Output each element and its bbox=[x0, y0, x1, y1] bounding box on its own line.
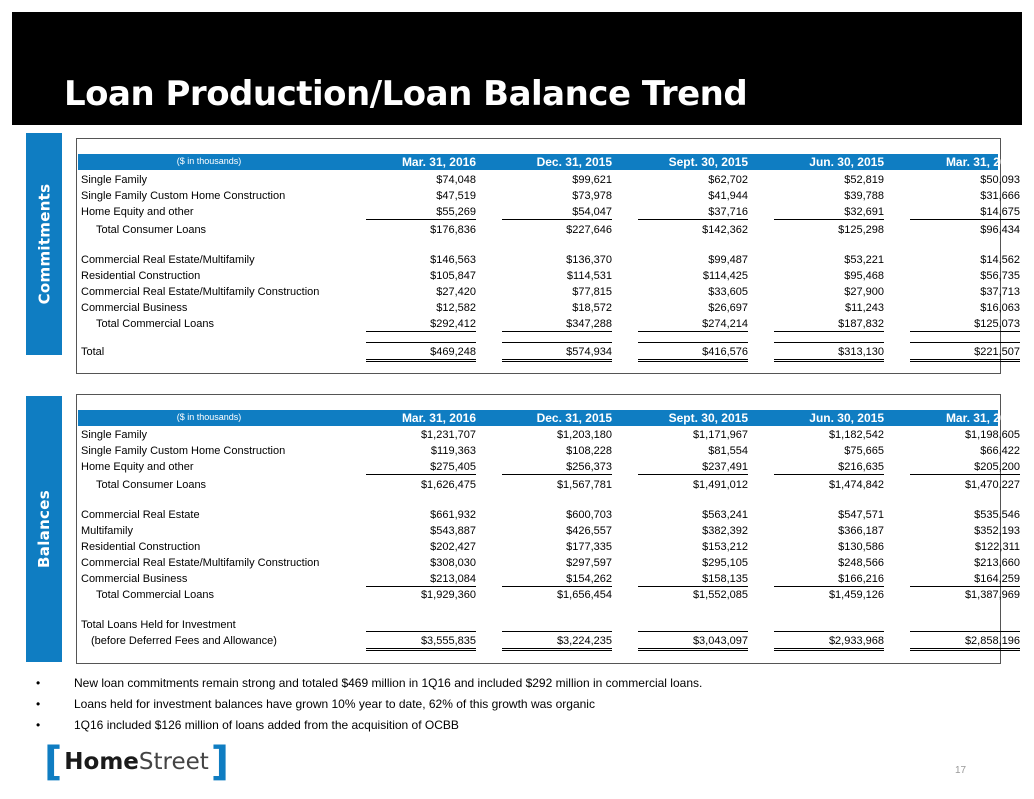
cell-value: $275,405 bbox=[430, 461, 476, 473]
cell-value: $3,224,235 bbox=[556, 635, 612, 647]
commitments-col-1: Mar. 31, 2016 bbox=[401, 155, 476, 169]
row-label: Commercial Business bbox=[81, 302, 188, 314]
cell-value: $125,073 bbox=[974, 318, 1020, 330]
cell-value: $1,459,126 bbox=[828, 589, 884, 601]
commitments-units-caption: ($ in thousands) bbox=[176, 156, 242, 166]
row-label: Total Consumer Loans bbox=[96, 224, 207, 236]
cell-value: $295,105 bbox=[702, 557, 748, 569]
cell-value: $62,702 bbox=[708, 174, 748, 186]
cell-value: $2,933,968 bbox=[828, 635, 884, 647]
logo-word-street: Street bbox=[138, 749, 209, 775]
cell-value: $146,563 bbox=[430, 254, 476, 266]
cell-value: $66,422 bbox=[980, 445, 1020, 457]
cell-underline bbox=[910, 331, 1020, 332]
cell-double-underline bbox=[366, 359, 476, 362]
cell-value: $563,241 bbox=[702, 509, 748, 521]
cell-underline bbox=[638, 331, 748, 332]
cell-value: $1,929,360 bbox=[420, 589, 476, 601]
table-row bbox=[78, 507, 1020, 523]
cell-overline bbox=[502, 342, 612, 343]
cell-double-underline bbox=[638, 648, 748, 651]
bullet-text: Loans held for investment balances have grown 10% year to date, 62% of this growth was organic bbox=[74, 697, 595, 711]
cell-value: $166,216 bbox=[838, 573, 884, 585]
bullet-glyph: • bbox=[36, 697, 41, 711]
cell-double-underline bbox=[502, 359, 612, 362]
cell-value: $274,214 bbox=[702, 318, 748, 330]
row-label: Total bbox=[81, 346, 105, 358]
cell-value: $99,487 bbox=[708, 254, 748, 266]
cell-value: $248,566 bbox=[838, 557, 884, 569]
table-row bbox=[78, 587, 1020, 603]
cell-double-underline bbox=[774, 648, 884, 651]
cell-value: $1,491,012 bbox=[692, 479, 748, 491]
cell-double-underline bbox=[638, 359, 748, 362]
row-label: Total Consumer Loans bbox=[96, 479, 207, 491]
cell-value: $469,248 bbox=[430, 346, 476, 358]
table-row bbox=[78, 172, 1020, 188]
cell-value: $26,697 bbox=[708, 302, 748, 314]
cell-value: $14,675 bbox=[980, 206, 1020, 218]
commitments-table-header bbox=[78, 154, 1020, 170]
cell-value: $105,847 bbox=[430, 270, 476, 282]
homestreet-logo bbox=[44, 739, 230, 785]
bullet-list bbox=[36, 676, 702, 739]
cell-value: $11,243 bbox=[845, 302, 884, 314]
cell-value: $119,363 bbox=[430, 445, 476, 457]
cell-value: $39,788 bbox=[844, 190, 884, 202]
cell-value: $3,043,097 bbox=[692, 635, 748, 647]
table-row bbox=[78, 459, 1020, 475]
table-row bbox=[78, 316, 1020, 332]
cell-value: $176,836 bbox=[430, 224, 476, 236]
row-label: Total Commercial Loans bbox=[96, 589, 214, 601]
cell-double-underline bbox=[366, 648, 476, 651]
cell-value: $1,567,781 bbox=[556, 479, 612, 491]
cell-value: $99,621 bbox=[572, 174, 612, 186]
cell-value: $382,392 bbox=[702, 525, 748, 537]
row-label: (before Deferred Fees and Allowance) bbox=[91, 635, 277, 647]
cell-value: $237,491 bbox=[702, 461, 748, 473]
cell-value: $158,135 bbox=[702, 573, 748, 585]
logo-right-bracket: ] bbox=[210, 739, 230, 785]
cell-value: $95,468 bbox=[844, 270, 884, 282]
cell-value: $313,130 bbox=[838, 346, 884, 358]
logo-wordmark bbox=[62, 742, 211, 782]
cell-double-underline bbox=[910, 359, 1020, 362]
row-label: Home Equity and other bbox=[81, 461, 194, 473]
cell-value: $416,576 bbox=[702, 346, 748, 358]
table-row bbox=[78, 539, 1020, 555]
table-row bbox=[78, 555, 1020, 571]
cell-value: $308,030 bbox=[430, 557, 476, 569]
cell-value: $1,203,180 bbox=[556, 429, 612, 441]
row-label: Commercial Real Estate/Multifamily bbox=[81, 254, 255, 266]
cell-value: $33,605 bbox=[708, 286, 748, 298]
cell-value: $213,660 bbox=[974, 557, 1020, 569]
cell-value: $1,470,227 bbox=[964, 479, 1020, 491]
cell-value: $213,084 bbox=[430, 573, 476, 585]
cell-overline bbox=[774, 342, 884, 343]
cell-value: $205,200 bbox=[974, 461, 1020, 473]
cell-value: $2,858,196 bbox=[964, 635, 1020, 647]
cell-value: $114,425 bbox=[702, 270, 748, 282]
cell-value: $177,335 bbox=[566, 541, 612, 553]
title-bar bbox=[12, 12, 1022, 125]
cell-underline bbox=[910, 219, 1020, 220]
bullet-text: 1Q16 included $126 million of loans added from the acquisition of OCBB bbox=[74, 718, 459, 732]
cell-value: $543,887 bbox=[430, 525, 476, 537]
cell-value: $50,093 bbox=[980, 174, 1020, 186]
cell-value: $53,221 bbox=[844, 254, 884, 266]
cell-value: $1,182,542 bbox=[828, 429, 884, 441]
table-row bbox=[78, 252, 1020, 268]
cell-value: $74,048 bbox=[436, 174, 476, 186]
cell-value: $1,387,969 bbox=[964, 589, 1020, 601]
cell-value: $216,635 bbox=[838, 461, 884, 473]
row-label: Residential Construction bbox=[81, 270, 201, 282]
cell-value: $347,288 bbox=[566, 318, 612, 330]
table-row bbox=[78, 188, 1020, 204]
cell-overline bbox=[910, 342, 1020, 343]
cell-value: $227,646 bbox=[566, 224, 612, 236]
cell-value: $73,978 bbox=[572, 190, 612, 202]
cell-double-underline bbox=[910, 648, 1020, 651]
commitments-table bbox=[76, 138, 1020, 374]
cell-value: $187,832 bbox=[838, 318, 884, 330]
cell-value: $142,362 bbox=[702, 224, 748, 236]
cell-overline bbox=[774, 631, 884, 632]
table-row bbox=[78, 344, 1020, 360]
row-label: Total Commercial Loans bbox=[96, 318, 214, 330]
cell-value: $292,412 bbox=[430, 318, 476, 330]
balances-side-label bbox=[26, 396, 62, 662]
cell-underline bbox=[910, 474, 1020, 475]
balances-table-header bbox=[78, 410, 1020, 426]
cell-value: $426,557 bbox=[566, 525, 612, 537]
row-label: Total Loans Held for Investment bbox=[81, 619, 236, 631]
table-row bbox=[78, 222, 1020, 238]
row-label: Multifamily bbox=[81, 525, 133, 537]
cell-value: $96,434 bbox=[980, 224, 1020, 236]
cell-value: $1,171,967 bbox=[692, 429, 748, 441]
table-row bbox=[78, 523, 1020, 539]
cell-underline bbox=[502, 474, 612, 475]
table-row bbox=[78, 571, 1020, 587]
cell-value: $153,212 bbox=[702, 541, 748, 553]
cell-value: $16,063 bbox=[980, 302, 1020, 314]
bullet-glyph: • bbox=[36, 676, 41, 690]
balances-col-2: Dec. 31, 2015 bbox=[536, 411, 612, 425]
cell-value: $122,311 bbox=[974, 541, 1020, 553]
cell-value: $1,474,842 bbox=[828, 479, 884, 491]
cell-value: $108,228 bbox=[566, 445, 612, 457]
page-number: 17 bbox=[955, 765, 967, 776]
bullet-item bbox=[36, 697, 702, 718]
table-row bbox=[78, 284, 1020, 300]
row-label: Single Family Custom Home Construction bbox=[81, 445, 286, 457]
cell-value: $535,546 bbox=[974, 509, 1020, 521]
cell-value: $202,427 bbox=[430, 541, 476, 553]
balances-units-caption: ($ in thousands) bbox=[176, 412, 242, 422]
commitments-side-label bbox=[26, 133, 62, 355]
cell-value: $154,262 bbox=[566, 573, 612, 585]
cell-value: $136,370 bbox=[566, 254, 612, 266]
cell-underline bbox=[638, 219, 748, 220]
bullet-item bbox=[36, 676, 702, 697]
row-label: Single Family bbox=[81, 429, 148, 441]
cell-value: $661,932 bbox=[430, 509, 476, 521]
commitments-col-4: Jun. 30, 2015 bbox=[809, 155, 884, 169]
row-label: Home Equity and other bbox=[81, 206, 194, 218]
cell-value: $574,934 bbox=[566, 346, 612, 358]
row-label: Single Family bbox=[81, 174, 148, 186]
cell-value: $18,572 bbox=[572, 302, 612, 314]
cell-value: $130,586 bbox=[838, 541, 884, 553]
table-row bbox=[78, 443, 1020, 459]
cell-value: $37,716 bbox=[708, 206, 748, 218]
cell-overline bbox=[366, 631, 476, 632]
cell-double-underline bbox=[774, 359, 884, 362]
balances-label-text: Balances bbox=[35, 490, 54, 568]
commitments-col-3: Sept. 30, 2015 bbox=[668, 155, 748, 169]
commitments-col-2: Dec. 31, 2015 bbox=[536, 155, 612, 169]
cell-value: $54,047 bbox=[572, 206, 612, 218]
cell-value: $125,298 bbox=[838, 224, 884, 236]
cell-value: $1,552,085 bbox=[692, 589, 748, 601]
cell-value: $75,665 bbox=[844, 445, 884, 457]
cell-underline bbox=[774, 219, 884, 220]
slide-title: Loan Production/Loan Balance Trend bbox=[64, 74, 748, 114]
table-row bbox=[78, 300, 1020, 316]
cell-underline bbox=[366, 219, 476, 220]
cell-value: $55,269 bbox=[436, 206, 476, 218]
cell-overline bbox=[638, 631, 748, 632]
cell-value: $27,420 bbox=[436, 286, 476, 298]
cell-value: $600,703 bbox=[566, 509, 612, 521]
balances-col-4: Jun. 30, 2015 bbox=[809, 411, 884, 425]
table-row bbox=[78, 633, 1020, 649]
cell-value: $297,597 bbox=[566, 557, 612, 569]
cell-value: $12,582 bbox=[436, 302, 476, 314]
cell-underline bbox=[774, 331, 884, 332]
cell-underline bbox=[502, 331, 612, 332]
cell-value: $1,198,605 bbox=[964, 429, 1020, 441]
cell-underline bbox=[502, 219, 612, 220]
balances-table bbox=[76, 394, 1020, 664]
cell-underline bbox=[774, 474, 884, 475]
cell-overline bbox=[502, 631, 612, 632]
commitments-col-5: Mar. 31, 2015 bbox=[945, 155, 1020, 169]
cell-value: $1,626,475 bbox=[420, 479, 476, 491]
cell-value: $164,259 bbox=[974, 573, 1020, 585]
cell-value: $32,691 bbox=[844, 206, 884, 218]
cell-value: $352,193 bbox=[974, 525, 1020, 537]
cell-value: $256,373 bbox=[566, 461, 612, 473]
commitments-label-text: Commitments bbox=[35, 183, 53, 305]
cell-underline bbox=[366, 474, 476, 475]
row-label: Residential Construction bbox=[81, 541, 201, 553]
cell-value: $81,554 bbox=[708, 445, 748, 457]
cell-value: $14,562 bbox=[980, 254, 1020, 266]
cell-value: $3,555,835 bbox=[420, 635, 476, 647]
cell-value: $47,519 bbox=[436, 190, 476, 202]
cell-underline bbox=[366, 331, 476, 332]
cell-value: $77,815 bbox=[572, 286, 612, 298]
row-label: Commercial Real Estate/Multifamily Construction bbox=[81, 557, 320, 569]
cell-value: $366,187 bbox=[838, 525, 884, 537]
table-row bbox=[78, 268, 1020, 284]
cell-value: $52,819 bbox=[844, 174, 884, 186]
logo-word-home: Home bbox=[64, 749, 139, 775]
cell-value: $41,944 bbox=[708, 190, 748, 202]
balances-col-5: Mar. 31, 2015 bbox=[945, 411, 1020, 425]
cell-value: $221,507 bbox=[974, 346, 1020, 358]
table-row bbox=[78, 427, 1020, 443]
cell-value: $56,735 bbox=[980, 270, 1020, 282]
bullet-text: New loan commitments remain strong and totaled $469 million in 1Q16 and included $292 million in commercial loans. bbox=[74, 676, 703, 690]
balances-col-1: Mar. 31, 2016 bbox=[401, 411, 476, 425]
cell-value: $31,666 bbox=[980, 190, 1020, 202]
cell-overline bbox=[366, 342, 476, 343]
bullet-glyph: • bbox=[36, 718, 41, 732]
cell-overline bbox=[638, 342, 748, 343]
row-label: Commercial Real Estate/Multifamily Construction bbox=[81, 286, 320, 298]
row-label: Commercial Real Estate bbox=[81, 509, 200, 521]
cell-value: $37,713 bbox=[980, 286, 1020, 298]
cell-value: $114,531 bbox=[566, 270, 612, 282]
balances-col-3: Sept. 30, 2015 bbox=[668, 411, 748, 425]
cell-double-underline bbox=[502, 648, 612, 651]
cell-value: $547,571 bbox=[838, 509, 884, 521]
table-row bbox=[78, 204, 1020, 220]
bullet-item bbox=[36, 718, 702, 739]
row-label: Single Family Custom Home Construction bbox=[81, 190, 286, 202]
table-row bbox=[78, 477, 1020, 493]
row-label: Commercial Business bbox=[81, 573, 188, 585]
cell-underline bbox=[638, 474, 748, 475]
cell-value: $1,231,707 bbox=[420, 429, 476, 441]
cell-value: $27,900 bbox=[844, 286, 884, 298]
cell-value: $1,656,454 bbox=[556, 589, 612, 601]
cell-overline bbox=[910, 631, 1020, 632]
logo-left-bracket: [ bbox=[44, 739, 63, 785]
